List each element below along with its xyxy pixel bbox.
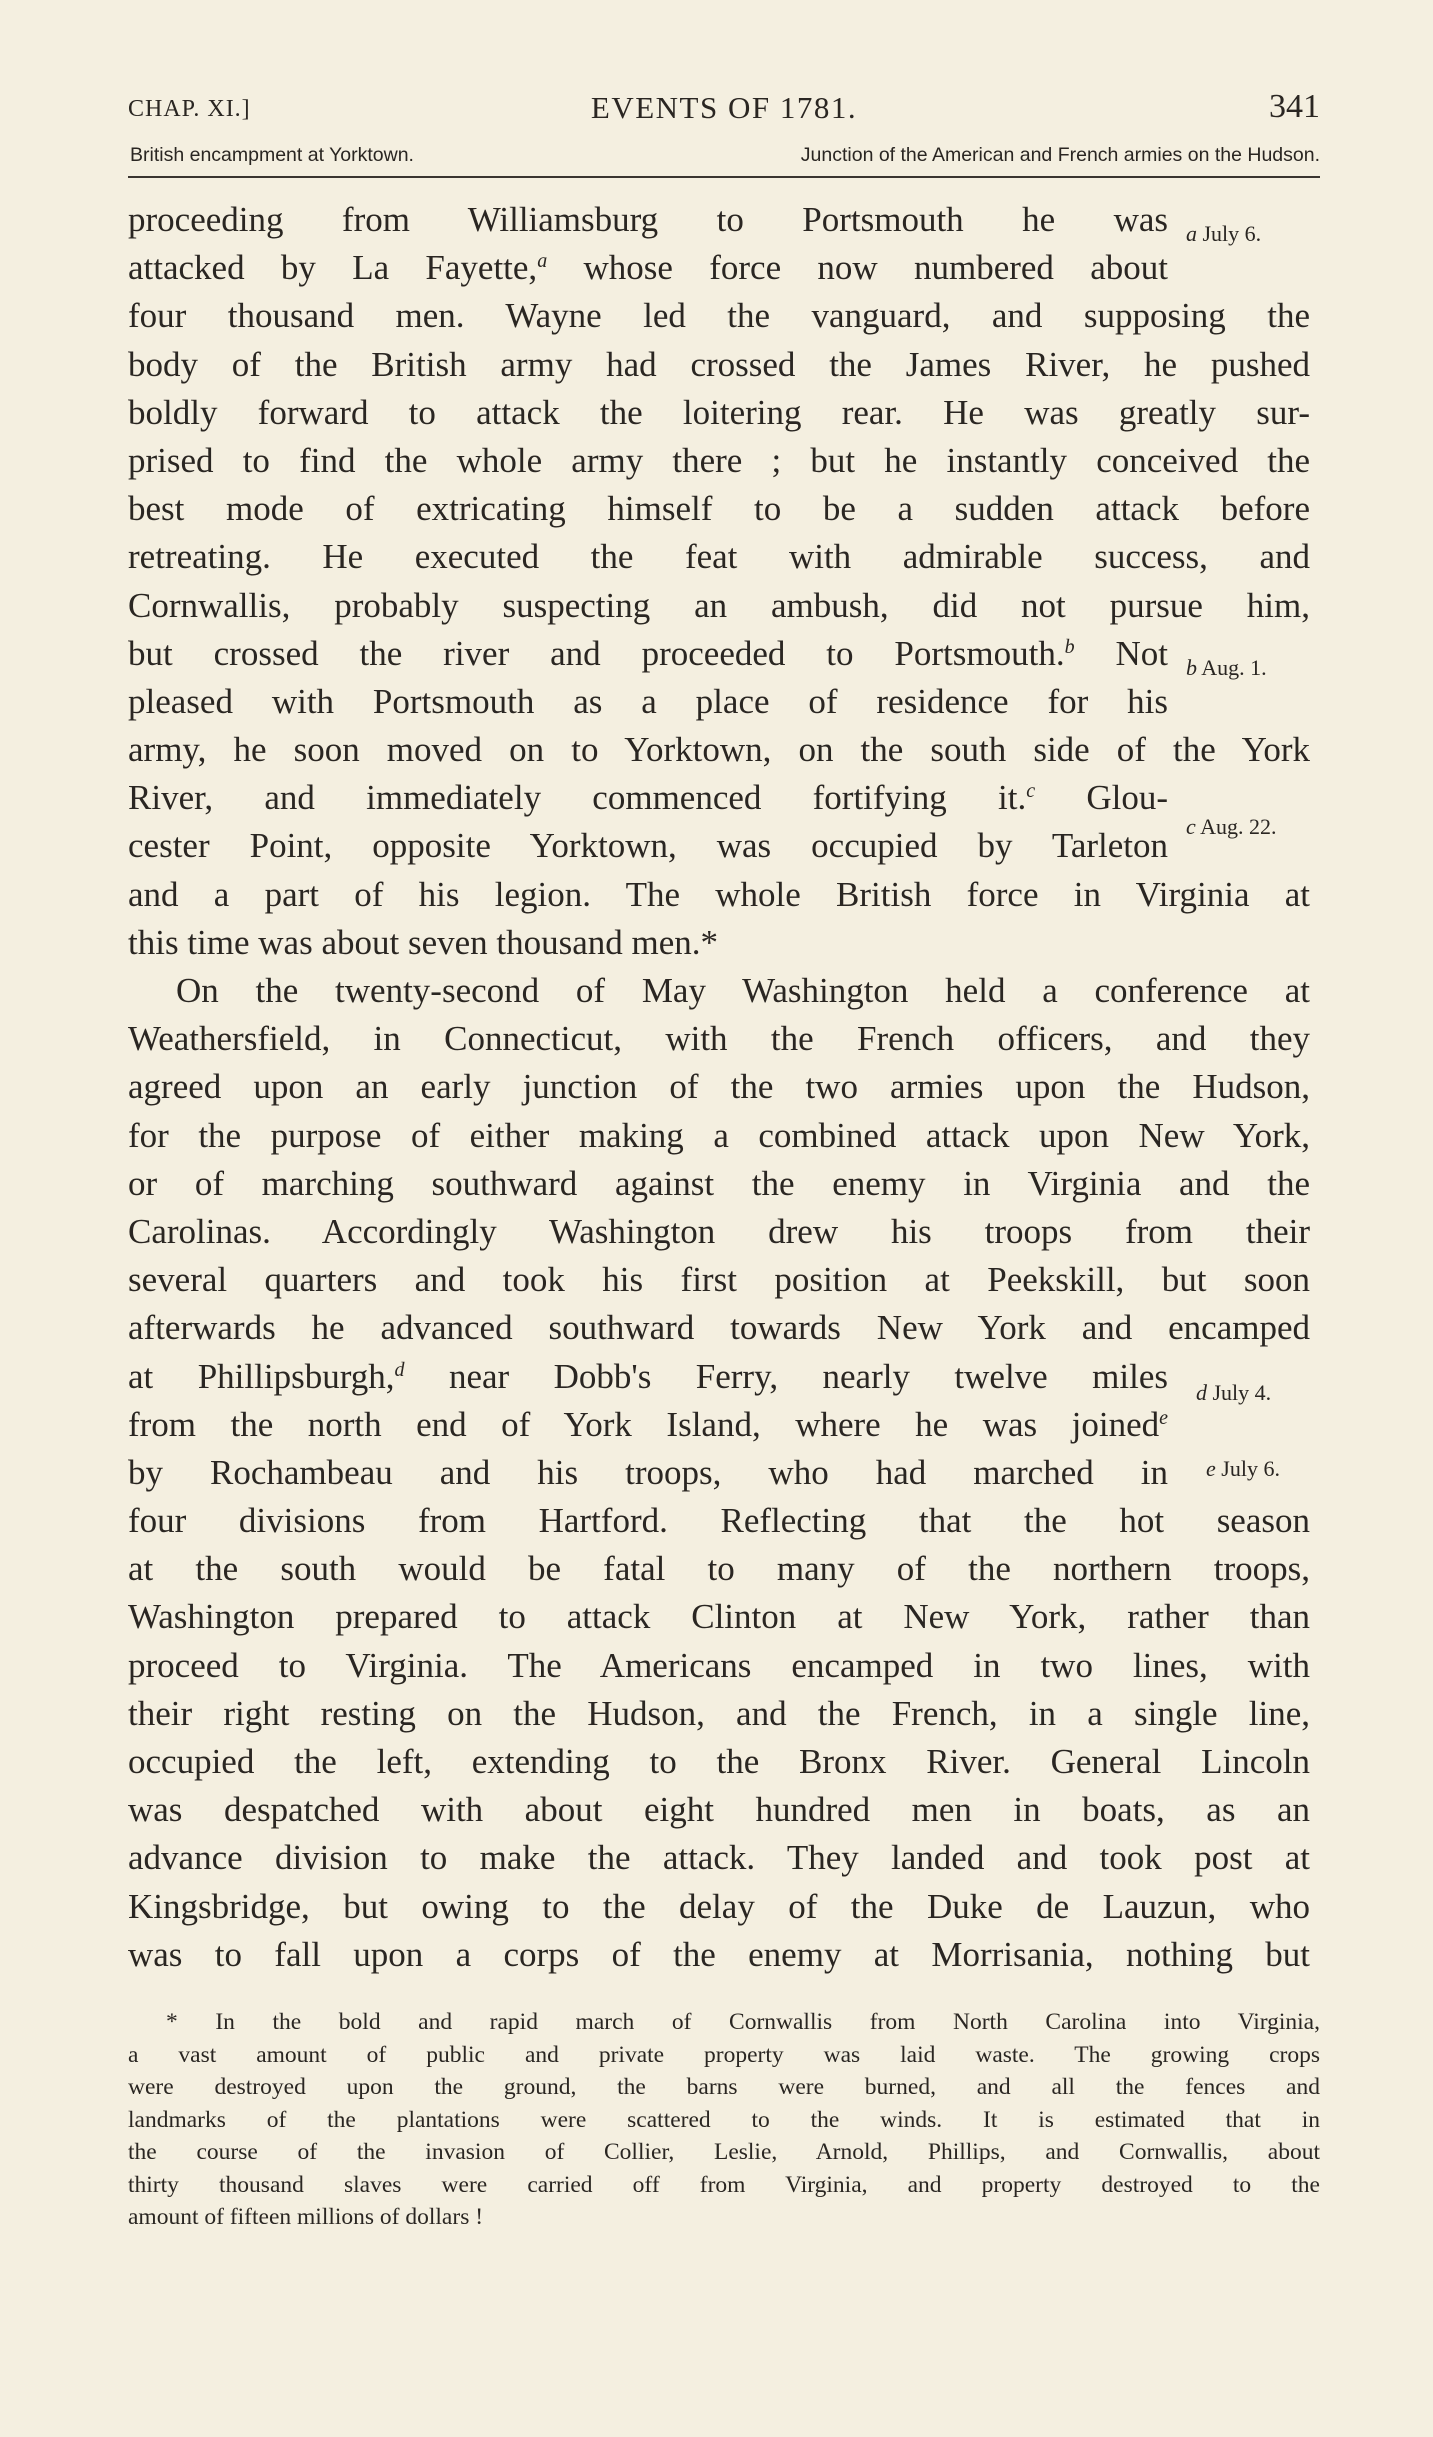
text-line: body of the British army had crossed the James River, he pushed <box>128 344 1310 384</box>
text-line: four thousand men. Wayne led the vanguard, and supposing the <box>128 296 1310 336</box>
text-line: was to fall upon a corps of the enemy at Morrisania, nothing but <box>128 1934 1310 1974</box>
text-line: retreating. He executed the feat with admirable success, and <box>128 537 1310 577</box>
subheader-left: British encampment at Yorktown. <box>130 144 414 166</box>
text-line: advance division to make the attack. They landed and took post at <box>128 1838 1310 1878</box>
text-line: for the purpose of either making a combined attack upon New York, <box>128 1115 1310 1155</box>
running-head <box>128 86 1320 126</box>
text-line: was despatched with about eight hundred men in boats, as an <box>128 1790 1310 1830</box>
body-text <box>128 196 1310 1979</box>
text-line: On the twenty-second of May Washington held a conference at <box>176 971 1310 1010</box>
text-line: cester Point, opposite Yorktown, was occupied by Tarleton <box>128 826 1168 866</box>
margin-note: a July 6. <box>1186 221 1262 246</box>
footnote-line: thirty thousand slaves were carried off from Virginia, and property destroyed to the <box>128 2171 1320 2198</box>
subheader-right: Junction of the American and French armies on the Hudson. <box>800 144 1320 166</box>
text-line: prised to find the whole army there ; but he instantly conceived the <box>128 440 1310 480</box>
margin-note: e July 6. <box>1206 1456 1280 1481</box>
text-line: proceeding from Williamsburg to Portsmouth he was <box>128 200 1168 239</box>
text-line: River, and immediately commenced fortifying it.$^c$ Glou- <box>128 778 1169 818</box>
footnote-line: amount of fifteen millions of dollars ! <box>128 2204 484 2230</box>
text-line: agreed upon an early junction of the two armies upon the Hudson, <box>128 1067 1310 1107</box>
page-title: EVENTS OF 1781. <box>590 90 858 125</box>
header-rule <box>128 176 1320 178</box>
footnote <box>128 2006 1320 2234</box>
footnote-line: the course of the invasion of Collier, Leslie, Arnold, Phillips, and Cornwallis, about <box>128 2139 1320 2165</box>
text-line: pleased with Portsmouth as a place of residence for his <box>128 681 1168 721</box>
text-line: boldly forward to attack the loitering rear. He was greatly sur- <box>128 392 1310 432</box>
text-line: Weathersfield, in Connecticut, with the French officers, and they <box>128 1019 1310 1059</box>
text-line: this time was about seven thousand men.* <box>128 922 719 962</box>
text-line: army, he soon moved on to Yorktown, on the south side of the York <box>128 730 1310 770</box>
text-line: at Phillipsburgh,$^d$ near Dobb's Ferry, nearly twelve miles <box>128 1356 1169 1396</box>
note-ref-c: c <box>1026 780 1036 803</box>
footnote-line: were destroyed upon the ground, the barns were burned, and all the fences and <box>128 2074 1320 2100</box>
text-line: by Rochambeau and his troops, who had marched in <box>128 1452 1168 1492</box>
text-line: attacked by La Fayette,$^a$ whose force now numbered about <box>128 248 1168 288</box>
note-ref-d: d <box>394 1358 405 1381</box>
text-line: four divisions from Hartford. Reflecting that the hot season <box>128 1501 1310 1541</box>
text-line: from the north end of York Island, where he was joined$^e$ <box>128 1404 1168 1444</box>
text-line: best mode of extricating himself to be a sudden attack before <box>128 489 1310 529</box>
text-line: Kingsbridge, but owing to the delay of the Duke de Lauzun, who <box>128 1886 1310 1926</box>
text-line: several quarters and took his first position at Peekskill, but soon <box>128 1260 1310 1300</box>
section-subheader <box>128 142 1320 172</box>
page-number: 341 <box>1269 88 1320 125</box>
text-line: their right resting on the Hudson, and the French, in a single line, <box>128 1693 1310 1733</box>
text-line: Cornwallis, probably suspecting an ambush, did not pursue him, <box>128 585 1310 625</box>
footnote-line: a vast amount of public and private property was laid waste. The growing crops <box>128 2041 1320 2068</box>
footnote-line: landmarks of the plantations were scattered to the winds. It is estimated that in <box>128 2106 1320 2133</box>
text-line: afterwards he advanced southward towards New York and encamped <box>128 1308 1310 1348</box>
text-line: and a part of his legion. The whole British force in Virginia at <box>128 874 1310 914</box>
margin-note: c Aug. 22. <box>1186 814 1277 839</box>
chapter-label: CHAP. XI.] <box>128 96 251 122</box>
text-line: Washington prepared to attack Clinton at New York, rather than <box>128 1597 1310 1637</box>
margin-note: d July 4. <box>1196 1380 1272 1405</box>
note-ref-b: b <box>1064 635 1075 658</box>
text-line: proceed to Virginia. The Americans encamped in two lines, with <box>128 1645 1310 1685</box>
text-line: at the south would be fatal to many of the northern troops, <box>128 1549 1310 1589</box>
text-line: Carolinas. Accordingly Washington drew his troops from their <box>128 1211 1310 1251</box>
text-line: or of marching southward against the enemy in Virginia and the <box>128 1163 1310 1203</box>
note-ref-a: a <box>537 250 548 273</box>
margin-note: b Aug. 1. <box>1186 655 1267 680</box>
text-line: occupied the left, extending to the Bronx River. General Lincoln <box>128 1742 1310 1781</box>
text-line: but crossed the river and proceeded to Portsmouth.$^b$ Not <box>128 633 1169 673</box>
note-ref-e: e <box>1159 1406 1168 1429</box>
footnote-line: * In the bold and rapid march of Cornwallis from North Carolina into Virginia, <box>166 2009 1320 2035</box>
